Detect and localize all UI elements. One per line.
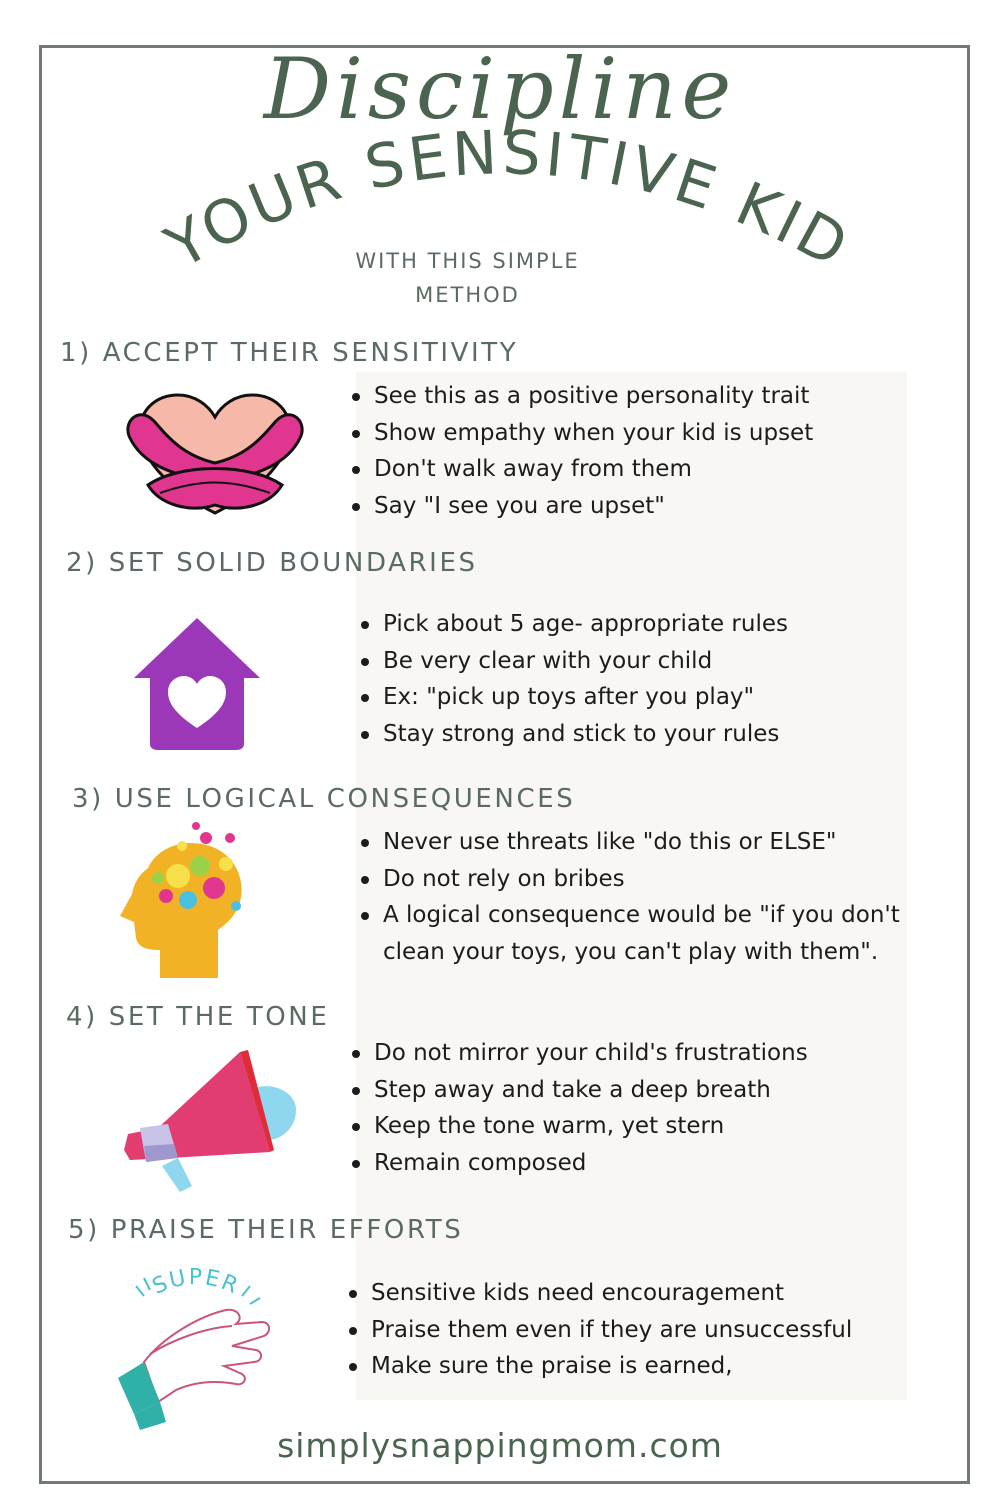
subtitle: [340, 244, 595, 312]
section-5-heading: 5) PRAISE THEIR EFFORTS: [68, 1215, 464, 1245]
list-item: Do not mirror your child's frustrations: [352, 1035, 808, 1072]
list-item: Show empathy when your kid is upset: [352, 415, 813, 452]
arc-title-text: YOUR SENSITIVE KID: [154, 118, 862, 284]
list-item: Step away and take a deep breath: [352, 1072, 808, 1109]
list-item: Say "I see you are upset": [352, 488, 813, 525]
list-item: Be very clear with your child: [361, 643, 788, 680]
house-heart-icon: [132, 616, 262, 750]
section-5-list: [349, 1275, 852, 1385]
list-item: Pick about 5 age- appropriate rules: [361, 606, 788, 643]
section-1-heading: 1) ACCEPT THEIR SENSITIVITY: [60, 338, 519, 368]
head-gears-icon: [118, 818, 258, 980]
website-footer: simplysnappingmom.com: [277, 1426, 723, 1465]
heart-hug-icon: [120, 393, 310, 521]
section-4-list: [352, 1035, 808, 1181]
super-text: SUPER: [148, 1264, 244, 1300]
list-item: Never use threats like "do this or ELSE": [361, 824, 941, 861]
list-item: Make sure the praise is earned,: [349, 1348, 852, 1385]
list-item: See this as a positive personality trait: [352, 378, 813, 415]
svg-text:SUPER: [149, 1265, 243, 1300]
section-3-list: [361, 824, 941, 970]
list-item: Ex: "pick up toys after you play": [361, 679, 788, 716]
list-item: Remain composed: [352, 1145, 808, 1182]
section-1-list: [352, 378, 813, 524]
section-2-list: [361, 606, 788, 752]
section-4-heading: 4) SET THE TONE: [66, 1002, 330, 1032]
megaphone-icon: [118, 1050, 300, 1196]
list-item: Do not rely on bribes: [361, 861, 941, 898]
script-title: Discipline: [263, 40, 737, 138]
subtitle-line-2: METHOD: [415, 283, 520, 307]
section-2-heading: 2) SET SOLID BOUNDARIES: [66, 548, 478, 578]
subtitle-line-1: WITH THIS SIMPLE: [355, 249, 580, 273]
list-item: Stay strong and stick to your rules: [361, 716, 788, 753]
list-item: Don't walk away from them: [352, 451, 813, 488]
clapping-hands-icon: [114, 1262, 276, 1432]
list-item: Sensitive kids need encouragement: [349, 1275, 852, 1312]
list-item: Praise them even if they are unsuccessful: [349, 1312, 852, 1349]
section-3-heading: 3) USE LOGICAL CONSEQUENCES: [72, 784, 576, 814]
list-item: Keep the tone warm, yet stern: [352, 1108, 808, 1145]
list-item: A logical consequence would be "if you don't clean your toys, you can't play with them".: [361, 897, 941, 970]
